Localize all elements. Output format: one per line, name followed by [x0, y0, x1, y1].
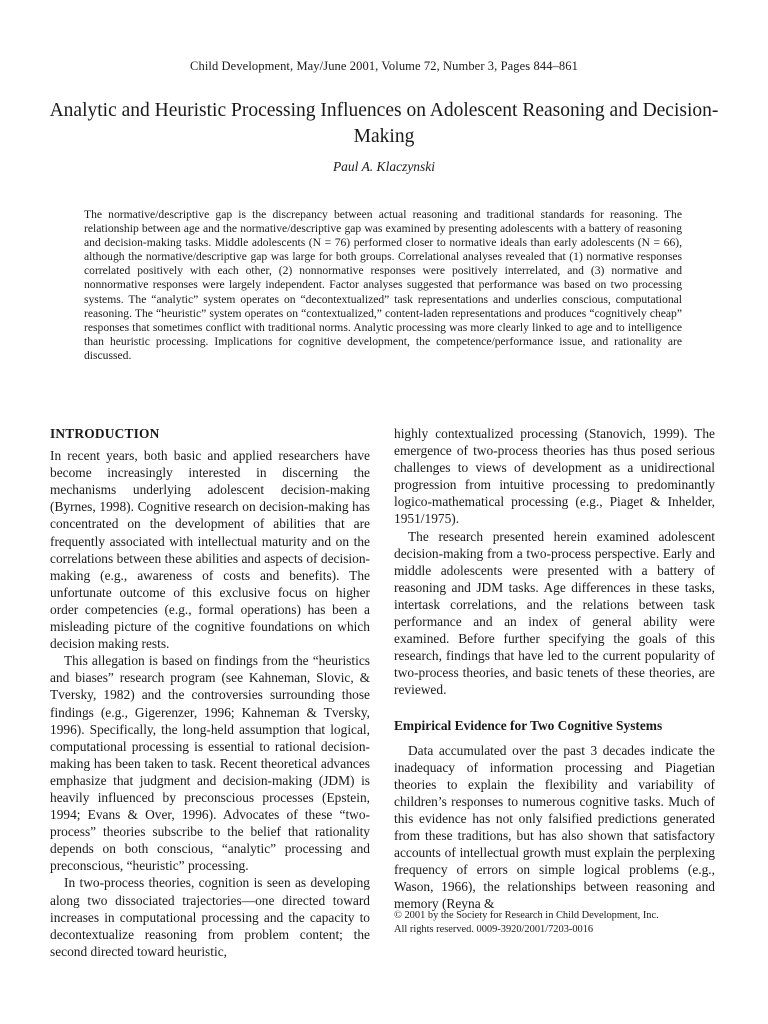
body-paragraph: In recent years, both basic and applied researchers have become increasingly interested in discerning the mechanisms underlying adolescent decision-making (Byrnes, 1998). Cognitive research on decision-making has concentrated on the development of abilities that are frequently associated with intellectual maturity and on the correlations between these abilities and aspects of decision-making (e.g., awareness of costs and benefits). The unfortunate outcome of this exclusive focus on higher order competencies (e.g., formal operations) has been a misleading picture of the cognitive foundations on which decision making rests. [50, 448, 370, 652]
body-paragraph: highly contextualized processing (Stanovich, 1999). The emergence of two-process theories has thus posed serious challenges to views of development as a unidirectional progression from intuitive processing to predominantly logico-mathematical processing (e.g., Piaget & Inhelder, 1951/1975). [394, 426, 715, 527]
body-paragraph: In two-process theories, cognition is seen as developing along two dissociated trajectories—one directed toward increases in computational processing and the capacity to decontextualize reasoning from problem content; the second directed toward heuristic, [50, 875, 370, 959]
section-heading-introduction: INTRODUCTION [50, 426, 160, 441]
copyright-notice [394, 909, 724, 937]
subsection-heading: Empirical Evidence for Two Cognitive Systems [394, 717, 663, 733]
author-name: Paul A. Klaczynski [332, 159, 436, 174]
body-paragraph: Data accumulated over the past 3 decades indicate the inadequacy of information processing and Piagetian theories to explain the flexibility and variability of children’s responses to numerous cognitive tasks. Much of this evidence has not only falsified predictions generated from these traditions, but has also shown that satisfactory accounts of intellectual growth must explain the perplexing frequency of errors on simple logical problems (e.g., Wason, 1966), the relationships between reasoning and memory (Reyna & [394, 742, 715, 912]
copyright-line: © 2001 by the Society for Research in Child Development, Inc. [394, 910, 659, 921]
abstract: The normative/descriptive gap is the discrepancy between actual reasoning and traditional standards for reasoning. The relationship between age and the normative/descriptive gap was examined by presenting adolescents with a battery of reasoning and decision-making tasks. Middle adolescents (N = 76) performed closer to normative ideals than early adolescents (N = 66), although the normative/descriptive gap was large for both groups. Correlational analyses revealed that (1) normative responses correlated positively with each other, (2) nonnormative responses were positively interrelated, and (3) normative and nonnormative responses were largely independent. Factor analyses suggested that performance was based on two processing systems. The “analytic” system operates on “decontextualized” task representations and underlies conscious, computational reasoning. The “heuristic” system operates on “contextualized,” content-laden representations and produces “cognitively cheap” responses that sometimes conflict with traditional norms. Analytic processing was more clearly linked to age and to intelligence than heuristic processing. Implications for cognitive development, the competence/performance issue, and rationality are discussed. [84, 208, 682, 362]
journal-citation: Child Development, May/June 2001, Volume 72, Number 3, Pages 844–861 [190, 59, 578, 73]
article-title: Analytic and Heuristic Processing Influences on Adolescent Reasoning and Decision-Making [49, 100, 719, 147]
left-column [50, 425, 370, 960]
rights-line: All rights reserved. 0009-3920/2001/7203-0016 [394, 924, 594, 935]
body-paragraph: This allegation is based on findings from the “heuristics and biases” research program (see Kahneman, Slovic, & Tversky, 1982) and the controversies surrounding those findings (e.g., Gigerenzer, 1996; Kahneman & Tversky, 1996). Specifically, the long-held assumption that logical, computational processing is essential to rational decision-making has been taken to task. Recent theoretical advances emphasize that judgment and decision-making (JDM) is heavily influenced by preconscious processes (Epstein, 1994; Evans & Over, 1996). Advocates of these “two-process” theories subscribe to the belief that rationality depends on both conscious, “analytic” processing and preconscious, “heuristic” processing. [50, 653, 370, 874]
body-paragraph: The research presented herein examined adolescent decision-making from a two-process perspective. Early and middle adolescents were presented with a battery of reasoning and JDM tasks. Age differences in these tasks, intertask correlations, and the relations between task performance and an index of general ability were examined. Before further specifying the goals of this research, findings that have led to the current popularity of two-process theories, and basic tenets of these theories, are reviewed. [394, 528, 715, 698]
right-column [394, 425, 715, 913]
